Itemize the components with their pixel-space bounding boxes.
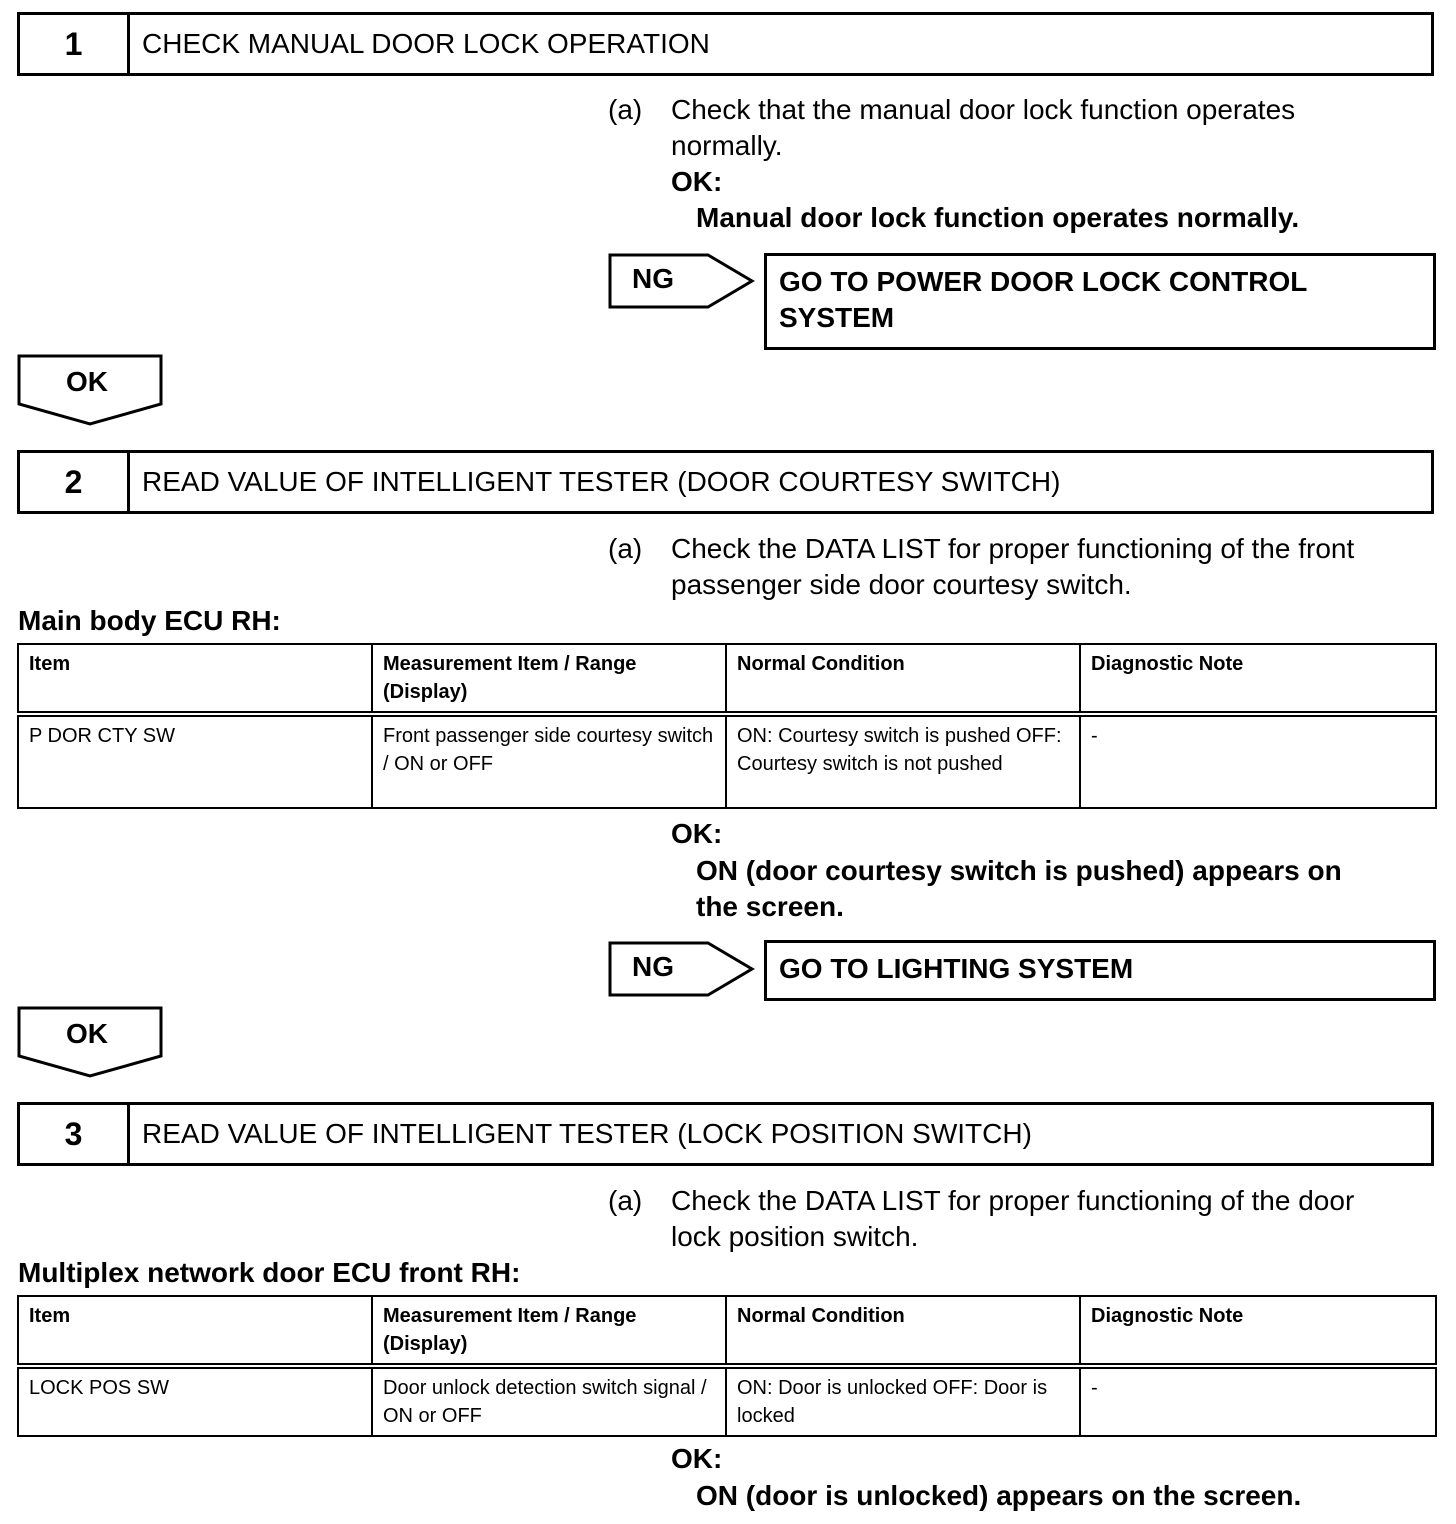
instruction-line: passenger side door courtesy switch. [671, 569, 1132, 600]
flow-ok-label: OK [66, 366, 108, 397]
step-number: 2 [20, 453, 130, 511]
ok-condition: ON (door is unlocked) appears on the screen. [696, 1480, 1302, 1511]
ok-condition: Manual door lock function operates normally. [696, 202, 1300, 233]
column-header: Item [18, 644, 372, 714]
table-row [18, 1366, 1436, 1436]
column-header: Diagnostic Note [1080, 1296, 1436, 1366]
step-title: READ VALUE OF INTELLIGENT TESTER (DOOR COURTESY SWITCH) [142, 466, 1061, 497]
ng-destination-box[interactable] [764, 253, 1436, 350]
instruction-line: Check the DATA LIST for proper functioning of the door [671, 1185, 1355, 1216]
column-header: Normal Condition [726, 1296, 1080, 1366]
table-cell: ON: Door is unlocked OFF: Door is locked [726, 1366, 1080, 1436]
column-header: Measurement Item / Range (Display) [372, 1296, 726, 1366]
table-header-row [18, 1296, 1436, 1366]
ng-destination-box[interactable] [764, 940, 1436, 1001]
ok-label: OK: [671, 166, 723, 197]
table-cell: Front passenger side courtesy switch / ON or OFF [372, 714, 726, 808]
ng-label: NG [632, 263, 674, 294]
instruction-marker: (a) [608, 94, 643, 125]
ng-destination-line: GO TO POWER DOOR LOCK CONTROL [779, 266, 1308, 297]
ok-label: OK: [671, 818, 723, 849]
ok-condition: the screen. [696, 891, 844, 922]
instruction-marker: (a) [608, 1185, 643, 1216]
table-cell: - [1080, 1366, 1436, 1436]
instruction-line: normally. [671, 130, 783, 161]
ng-arrow-icon [608, 941, 756, 997]
ng-destination-line: SYSTEM [779, 302, 895, 333]
data-list-table [17, 643, 1437, 809]
column-header: Measurement Item / Range (Display) [372, 644, 726, 714]
ng-label: NG [632, 951, 674, 982]
table-cell: Door unlock detection switch signal / ON or OFF [372, 1366, 726, 1436]
column-header: Normal Condition [726, 644, 1080, 714]
instruction-marker: (a) [608, 533, 643, 564]
column-header: Diagnostic Note [1080, 644, 1436, 714]
step-2-header [17, 450, 1434, 514]
instruction-line: Check the DATA LIST for proper functioning of the front [671, 533, 1355, 564]
ng-arrow-icon [608, 253, 756, 309]
column-header: Item [18, 1296, 372, 1366]
table-row [18, 714, 1436, 808]
step-title: READ VALUE OF INTELLIGENT TESTER (LOCK POSITION SWITCH) [142, 1118, 1032, 1149]
step-number: 3 [20, 1105, 130, 1163]
step-title: CHECK MANUAL DOOR LOCK OPERATION [142, 28, 710, 59]
table-cell: - [1080, 714, 1436, 808]
instruction-line: Check that the manual door lock function operates [671, 94, 1296, 125]
ok-label: OK: [671, 1443, 723, 1474]
step-1-header [17, 12, 1434, 76]
flow-ok-label: OK [66, 1018, 108, 1049]
table-cell: LOCK POS SW [18, 1366, 372, 1436]
table-cell: ON: Courtesy switch is pushed OFF: Courtesy switch is not pushed [726, 714, 1080, 808]
step-3-header [17, 1102, 1434, 1166]
ng-destination-line: GO TO LIGHTING SYSTEM [779, 953, 1134, 984]
table-label: Main body ECU RH: [18, 605, 281, 636]
table-header-row [18, 644, 1436, 714]
table-label: Multiplex network door ECU front RH: [18, 1257, 521, 1288]
step-number: 1 [20, 15, 130, 73]
ok-condition: ON (door courtesy switch is pushed) appears on [696, 855, 1342, 886]
data-list-table [17, 1295, 1437, 1437]
instruction-line: lock position switch. [671, 1221, 919, 1252]
table-cell: P DOR CTY SW [18, 714, 372, 808]
